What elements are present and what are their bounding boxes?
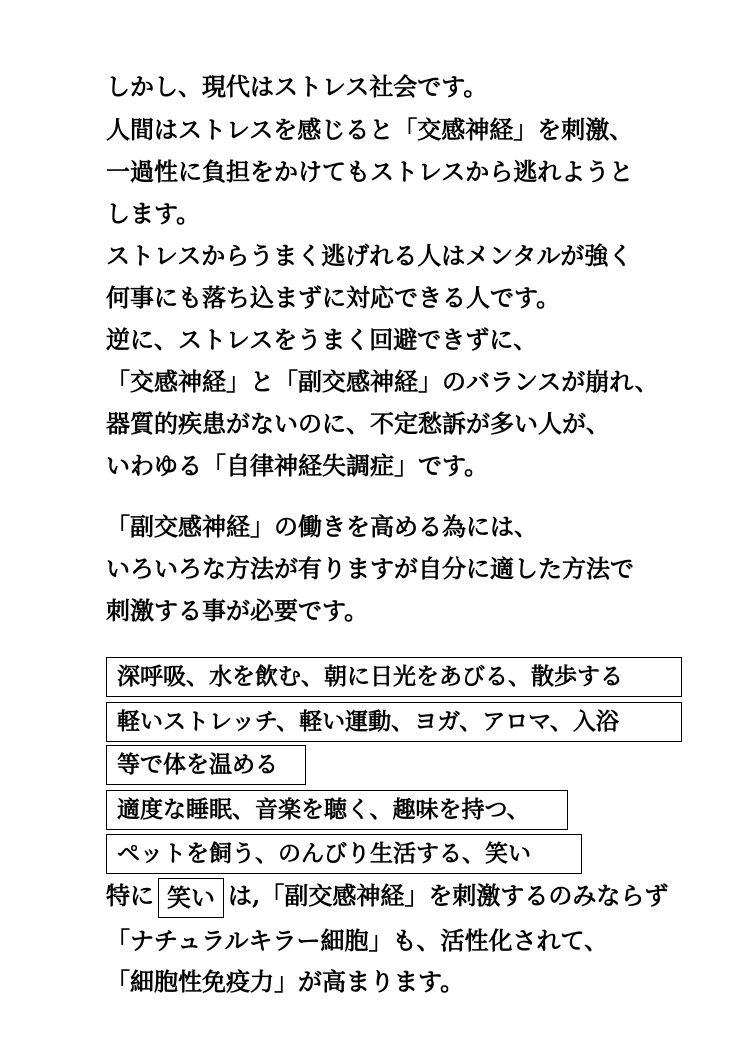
closing-line: 「細胞性免疫力」が高まります。	[106, 967, 465, 996]
paragraph-line: 「交感神経」と「副交感神経」のバランスが崩れ、	[106, 367, 659, 396]
paragraph-line: いろいろな方法が有りますが自分に適した方法で	[106, 554, 634, 583]
closing-suffix: は,「副交感神経」を刺激するのみならず	[228, 881, 669, 910]
closing-prefix: 特に	[106, 881, 154, 910]
method-box: 軽いストレッチ、軽い運動、ヨガ、アロマ、入浴	[106, 702, 682, 742]
method-box: 適度な睡眠、音楽を聴く、趣味を持つ、	[106, 790, 568, 830]
paragraph-line: いわゆる「自律神経失調症」です。	[106, 451, 489, 480]
paragraph-line: します。	[106, 199, 201, 228]
paragraph-line: 「副交感神経」の働きを高める為には、	[106, 512, 538, 541]
paragraph-line: 何事にも落ち込まずに対応できる人です。	[106, 283, 561, 312]
closing-line	[106, 876, 668, 918]
paragraph-line: 器質的疾患がないのに、不定愁訴が多い人が、	[106, 409, 610, 438]
paragraph-line: 一過性に負担をかけてもストレスから逃れようと	[106, 157, 634, 186]
laugh-box: 笑い	[158, 878, 224, 918]
method-box: ペットを飼う、のんびり生活する、笑い	[106, 834, 582, 874]
paragraph-line: 人間はストレスを感じると「交感神経」を刺激、	[106, 115, 634, 144]
closing-line: 「ナチュラルキラー細胞」も、活性化されて、	[106, 926, 609, 955]
method-box: 深呼吸、水を飲む、朝に日光をあびる、散歩する	[106, 657, 682, 697]
paragraph-line: しかし、現代はストレス社会です。	[106, 72, 488, 101]
paragraph-line: 刺激する事が必要です。	[106, 596, 369, 625]
paragraph-line: 逆に、ストレスをうまく回避できずに、	[106, 325, 538, 354]
method-box: 等で体を温める	[106, 745, 306, 785]
paragraph-line: ストレスからうまく逃げれる人はメンタルが強く	[106, 241, 633, 270]
